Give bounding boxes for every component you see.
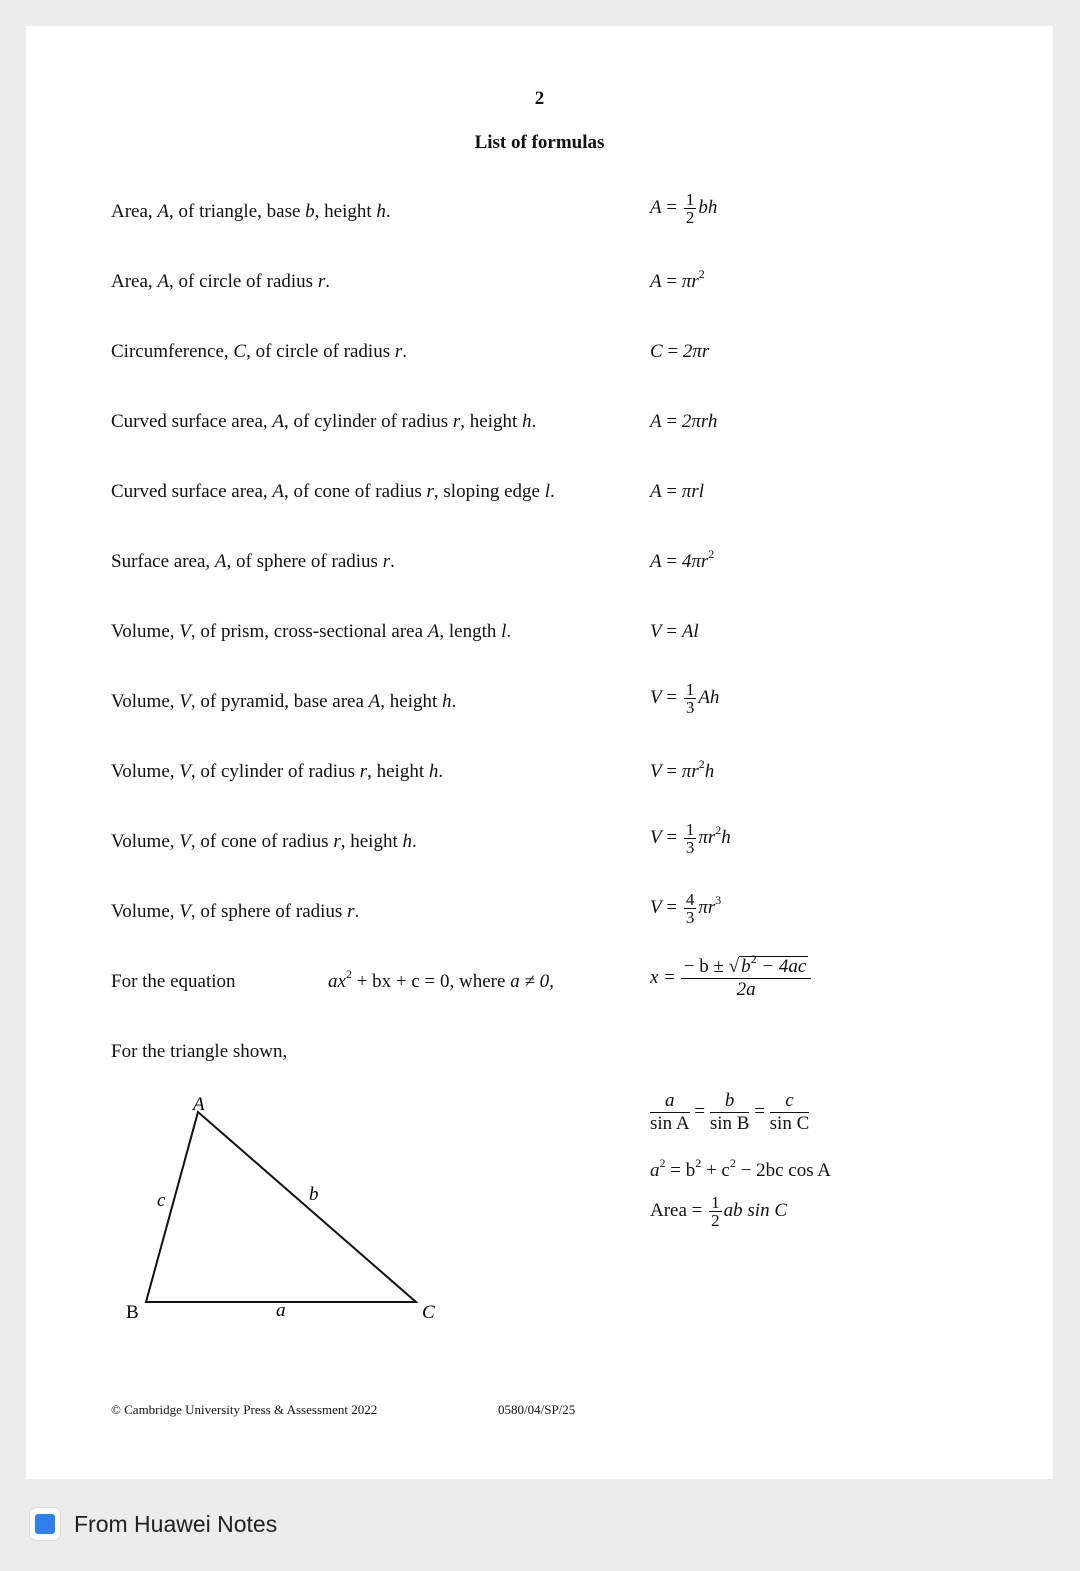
formula-description: Surface area, A, of sphere of radius r.: [111, 551, 395, 572]
quad-fraction: [681, 952, 812, 1001]
formula-description: Volume, V, of pyramid, base area A, height h.: [111, 691, 457, 712]
formula-description: Area, A, of triangle, base b, height h.: [111, 201, 391, 222]
area-frac: $\frac{1}{2}$: [711, 1193, 720, 1230]
quadratic-formula: [650, 952, 811, 1001]
equals-2: =: [754, 1100, 765, 1122]
huawei-notes-label[interactable]: From Huawei Notes: [74, 1511, 278, 1537]
formula-description: Volume, V, of prism, cross-sectional area A, length l.: [111, 621, 512, 642]
vertex-b-label: B: [126, 1302, 139, 1323]
vertex-c-label: C: [422, 1302, 435, 1323]
quad-denominator: 2a: [736, 979, 756, 1000]
formula-description: Volume, V, of sphere of radius r.: [111, 901, 360, 922]
cosine-rule: $a^2 = b^2 + c^2 - 2bc$ cos A: [650, 1156, 832, 1181]
paper-code: 0580/04/SP/25: [498, 1402, 576, 1417]
formula-description: Curved surface area, A, of cylinder of radius r, height h.: [111, 411, 537, 432]
formula-expression: $A = 4\pi r^2$: [650, 547, 715, 572]
quad-numerator: − b ± √ $b^2 - 4ac$: [681, 956, 812, 979]
sine-frac-a: $\frac{a}{\text{sin A}}$: [650, 1090, 690, 1134]
fraction: $\frac{1}{2}$: [685, 190, 695, 227]
side-b-label: b: [309, 1184, 319, 1205]
fraction: $\frac{1}{3}$: [685, 820, 695, 857]
formula-expression: V = $\frac{1}{3}$ $\pi r^2h$: [650, 820, 731, 857]
fraction: $\frac{4}{3}$: [685, 890, 695, 927]
formula-expression: V = Al: [650, 621, 699, 642]
side-c-label: c: [157, 1190, 166, 1211]
formula-expression: A = $\frac{1}{2}$ bh: [650, 190, 718, 227]
formula-expression: A = πrl: [650, 481, 705, 502]
page-title: List of formulas: [474, 132, 605, 153]
formula-expression: $A = \pi r^2$: [650, 267, 705, 292]
eq-sup: 2: [345, 967, 352, 981]
sine-rule: [650, 1090, 809, 1135]
formula-expression: C = 2πr: [650, 341, 710, 362]
sqrt-icon: √: [728, 956, 740, 977]
triangle-shape: [146, 1112, 416, 1302]
side-a-label: a: [276, 1300, 286, 1321]
formula-description: Circumference, C, of circle of radius r.: [111, 341, 408, 362]
huawei-notes-icon[interactable]: [30, 1508, 60, 1540]
quad-lhs: x =: [650, 966, 677, 988]
triangle-lead: For the triangle shown,: [111, 1041, 288, 1062]
formula-description: Volume, V, of cone of radius r, height h.: [111, 831, 417, 852]
copyright-text: © Cambridge University Press & Assessment 2022: [111, 1402, 378, 1417]
fraction: $\frac{1}{3}$: [685, 680, 695, 717]
equals-1: =: [694, 1100, 706, 1122]
formula-description: Curved surface area, A, of cone of radius r, sloping edge l.: [111, 481, 555, 502]
sine-frac-c: $\frac{c}{\text{sin C}}$: [769, 1090, 810, 1134]
vertex-a-label: A: [193, 1094, 205, 1115]
quadratic-equation: [328, 967, 554, 993]
eq-rest: + bx + c = 0, where: [351, 971, 511, 992]
triangle-diagram: [116, 1090, 476, 1330]
sine-frac-b: $\frac{b}{\text{sin B}}$: [709, 1090, 750, 1134]
page-number: 2: [534, 88, 545, 109]
eq-ax: ax: [328, 971, 346, 992]
quadratic-lead: For the equation: [111, 971, 236, 992]
formula-expression: $V = \pi r^2h$: [650, 757, 715, 782]
formula-description: Volume, V, of cylinder of radius r, height h.: [111, 761, 444, 782]
formula-expression: V = $\frac{4}{3}$ $\pi r^3$: [650, 890, 722, 927]
formula-description: Area, A, of circle of radius r.: [111, 271, 330, 292]
formula-expression: A = 2πrh: [650, 411, 718, 432]
formula-expression: V = $\frac{1}{3}$ Ah: [650, 680, 720, 717]
area-rule: Area = $\frac{1}{2}$ ab sin C: [650, 1193, 787, 1230]
document-page: [26, 26, 1053, 1479]
eq-condition: a ≠ 0,: [510, 971, 554, 992]
